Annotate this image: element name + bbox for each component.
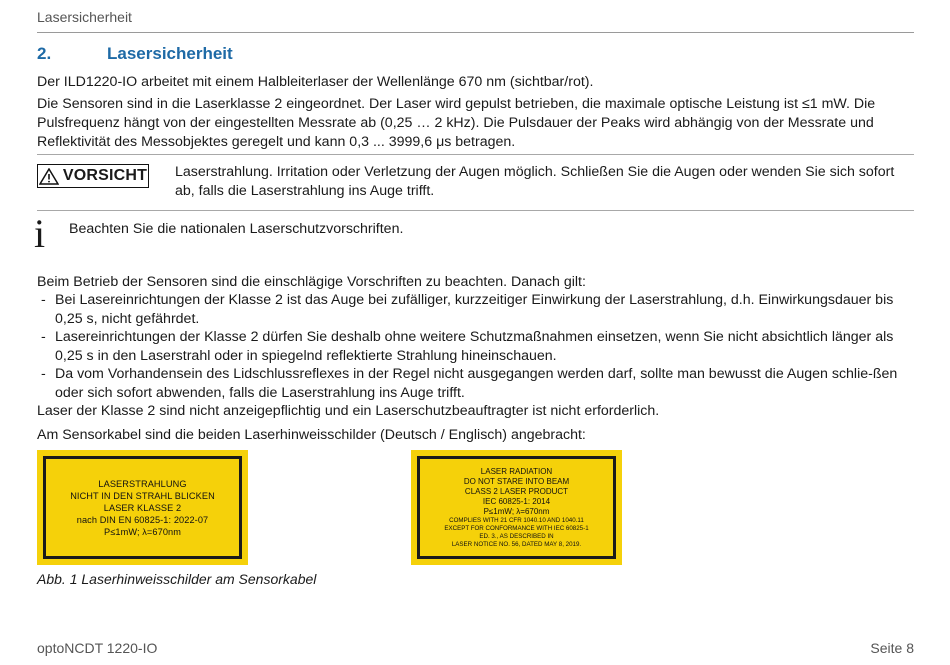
label-line: P≤1mW; λ=670nm (483, 506, 550, 516)
info-icon: i (34, 211, 46, 256)
label-line: P≤1mW; λ=670nm (104, 526, 181, 537)
caution-box (37, 164, 149, 188)
list-bullet: - (41, 329, 46, 345)
paragraph-class2-note: Laser der Klasse 2 sind nicht anzeigepflichtig und ein Laserschutzbeauftragter ist nicht erforderlich. (37, 403, 660, 419)
label-line: IEC 60825-1: 2014 (482, 496, 551, 506)
warning-rule-bottom (37, 210, 914, 211)
info-text: Beachten Sie die nationalen Laserschutzvorschriften. (69, 221, 404, 237)
label-line: NICHT IN DEN STRAHL BLICKEN (70, 490, 215, 501)
label-line: LASER KLASSE 2 (103, 502, 182, 513)
english-laser-label (411, 450, 622, 565)
list-item (37, 365, 914, 402)
label-line: nach DIN EN 60825-1: 2022-07 (76, 514, 209, 525)
label-line-small: EXCEPT FOR CONFORMANCE WITH IEC 60825-1 (444, 524, 589, 532)
section-title: Lasersicherheit (107, 44, 233, 63)
header-rule (37, 32, 914, 33)
paragraph-labels-intro: Am Sensorkabel sind die beiden Laserhinweisschilder (Deutsch / Englisch) angebracht: (37, 427, 586, 443)
warning-text: Laserstrahlung. Irritation oder Verletzung der Augen möglich. Schließen Sie die Augen oder wenden Sie sich sofort ab, falls die Laserstrahlung ins Auge trifft. (175, 164, 895, 199)
paragraph-laser-class: Die Sensoren sind in die Laserklasse 2 eingeordnet. Der Laser wird gepulst betrieben, die maximale optische Leistung ist ≤1 mW. Die Pulsfrequenz hängt von der eingestellten Messrate ab (0,25 … 2 kHz). Die Pulsdauer der Peaks wird abhängig von der Messrate und Reflektivität des Messobjektes geregelt und kann 0,3 ... 3999,6 μs betragen. (37, 96, 876, 150)
caution-label: VORSICHT (62, 167, 148, 184)
english-label-frame (417, 456, 616, 559)
warning-triangle-icon (39, 168, 59, 185)
label-line-small: ED. 3., AS DESCRIBED IN (479, 532, 554, 540)
label-line-small: COMPLIES WITH 21 CFR 1040.10 AND 1040.11 (449, 516, 584, 524)
paragraph-regulations: Beim Betrieb der Sensoren sind die einschlägige Vorschriften zu beachten. Danach gilt: (37, 274, 586, 290)
list-bullet: - (41, 366, 46, 382)
label-line: CLASS 2 LASER PRODUCT (464, 486, 569, 496)
german-laser-label (37, 450, 248, 565)
label-line: LASERSTRAHLUNG (98, 478, 187, 489)
figure-caption: Abb. 1 Laserhinweisschilder am Sensorkabel (37, 571, 317, 587)
rules-list (37, 291, 914, 402)
list-item (37, 291, 914, 328)
list-item-text: Da vom Vorhandensein des Lidschlussreflexes in der Regel nicht ausgegangen werden darf, sollte man bewusst die Augen schlie-ßen oder sich sofort abwenden, falls die Laserstrahlung ins Auge trifft. (55, 366, 898, 401)
list-item-text: Bei Lasereinrichtungen der Klasse 2 ist das Auge bei zufälliger, kurzzeitiger Einwirkung der Laserstrahlung, d.h. Einwirkungsdauer bis 0,25 s, nicht gefährdet. (55, 292, 894, 327)
warning-rule-top (37, 154, 914, 155)
list-bullet: - (41, 292, 46, 308)
label-line-small: LASER NOTICE NO. 56, DATED MAY 8, 2019. (451, 540, 582, 548)
footer-page-number: Seite 8 (870, 640, 914, 656)
german-label-frame (43, 456, 242, 559)
label-line: DO NOT STARE INTO BEAM (463, 476, 570, 486)
paragraph-intro: Der ILD1220-IO arbeitet mit einem Halbleiterlaser der Wellenlänge 670 nm (sichtbar/rot). (37, 74, 594, 90)
section-number: 2. (37, 44, 52, 63)
list-item-text: Lasereinrichtungen der Klasse 2 dürfen Sie deshalb ohne weitere Schutzmaßnahmen einsetzen, wenn Sie nicht absichtlich länger als 0,25 s in den Laserstrahl oder in spiegelnd reflektierte Strahlung hineinschauen. (55, 329, 894, 364)
footer-product: optoNCDT 1220-IO (37, 640, 158, 656)
list-item (37, 328, 914, 365)
running-header: Lasersicherheit (37, 9, 132, 25)
label-line: LASER RADIATION (480, 466, 553, 476)
